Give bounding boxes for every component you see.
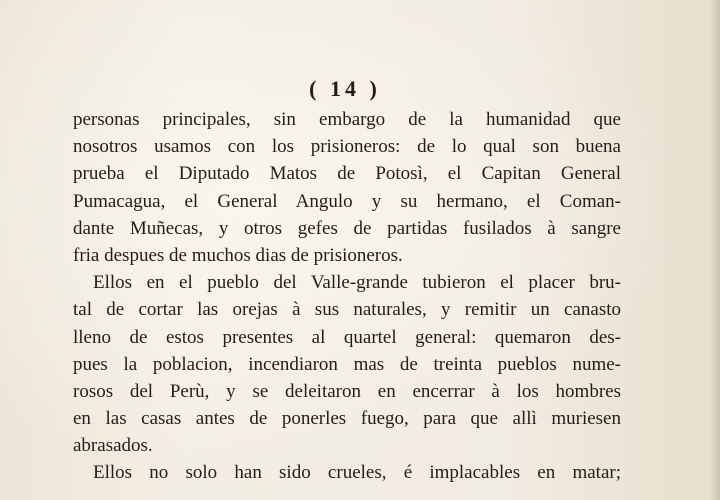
text-line: pues la poblacion, incendiaron mas de treinta pueblos nume-	[73, 353, 621, 375]
text-line: rosos del Perù, y se deleitaron en encerrar à los hombres	[73, 380, 621, 402]
body-text	[73, 106, 621, 487]
text-line: Ellos en el pueblo del Valle-grande tubieron el placer bru-	[93, 272, 621, 294]
text-line: lleno de estos presentes al quartel general: quemaron des-	[73, 326, 621, 348]
text-line: dante Muñecas, y otros gefes de partidas fusilados à sangre	[73, 217, 621, 239]
text-line: fria despues de muchos dias de prisioneros.	[73, 244, 403, 266]
text-line: tal de cortar las orejas à sus naturales, y remitir un canasto	[73, 299, 621, 321]
text-line: prueba el Diputado Matos de Potosì, el Capitan General	[73, 163, 621, 185]
text-line: Ellos no solo han sido crueles, é implacables en matar;	[93, 462, 621, 484]
page-edge-shadow	[710, 0, 720, 500]
text-line: nosotros usamos con los prisioneros: de lo qual son buena	[73, 136, 621, 158]
text-line: en las casas antes de ponerles fuego, para que allì muriesen	[73, 408, 621, 430]
page-number: ( 14 )	[309, 76, 381, 101]
text-line: abrasados.	[73, 435, 153, 457]
text-line: personas principales, sin embargo de la humanidad que	[73, 109, 621, 130]
text-line: Pumacagua, el General Angulo y su hermano, el Coman-	[73, 190, 621, 212]
